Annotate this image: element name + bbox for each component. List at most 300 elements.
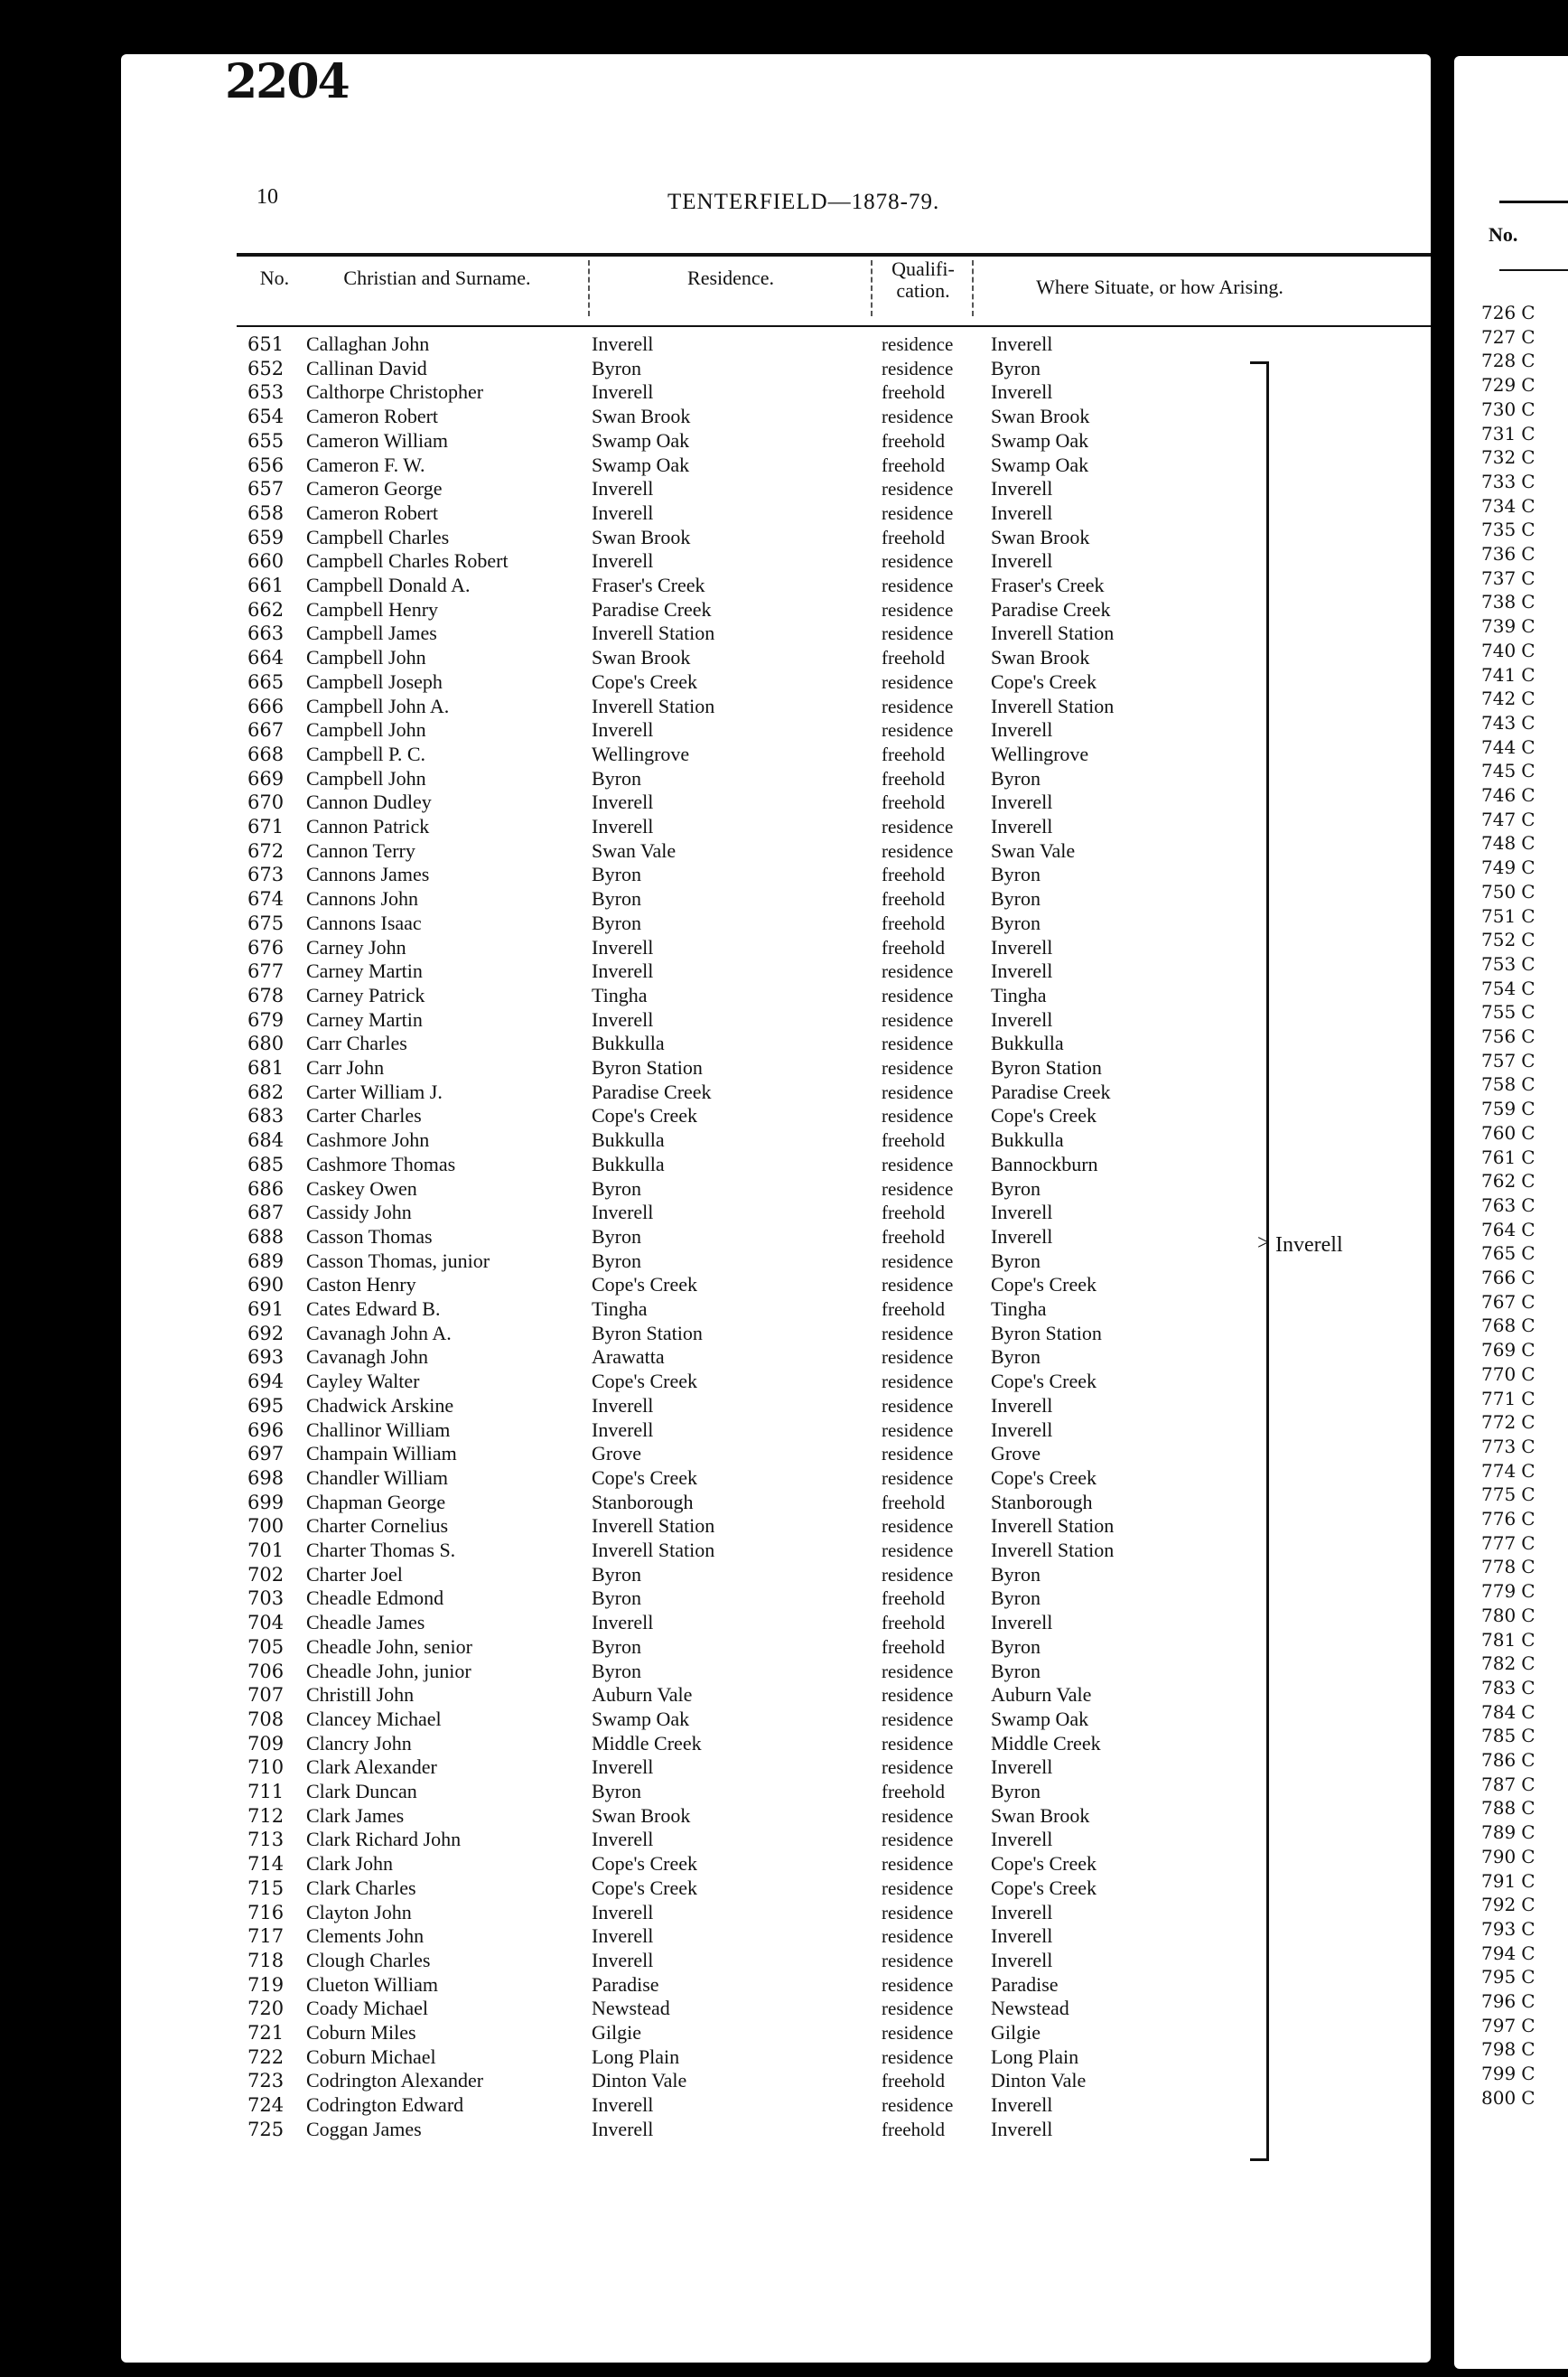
adjacent-name-fragment: C	[1521, 1459, 1535, 1482]
residence: Gilgie	[592, 2021, 641, 2044]
qualification: freehold	[882, 1202, 945, 1224]
residence: Cope's Creek	[592, 1852, 697, 1876]
residence: Swamp Oak	[592, 453, 690, 476]
adjacent-entry-number: 734	[1481, 494, 1517, 517]
voter-name: Clayton John	[306, 1900, 412, 1923]
adjacent-entry-number: 791	[1481, 1869, 1517, 1892]
residence: Arawatta	[592, 1345, 665, 1369]
entry-number: 689	[247, 1249, 285, 1272]
header-qualification: Qualifi- cation.	[891, 257, 955, 302]
adjacent-name-fragment: C	[1521, 1894, 1535, 1916]
adjacent-name-fragment: C	[1521, 856, 1535, 879]
adjacent-name-fragment: C	[1521, 1170, 1535, 1193]
entry-number: 698	[247, 1466, 285, 1489]
residence: Tingha	[592, 1297, 648, 1320]
table-row	[121, 1949, 1431, 1973]
adjacent-name-fragment: C	[1521, 1652, 1535, 1675]
voter-name: Codrington Alexander	[306, 2069, 484, 2092]
adjacent-name-fragment: C	[1521, 832, 1535, 855]
adjacent-name-fragment: C	[1521, 566, 1535, 589]
adjacent-name-fragment: C	[1521, 470, 1535, 492]
table-row	[121, 1008, 1431, 1033]
adjacent-name-fragment: C	[1521, 374, 1535, 397]
where-situate: Byron	[991, 1176, 1041, 1200]
adjacent-name-fragment: C	[1521, 1362, 1535, 1385]
voter-name: Cheadle John, senior	[306, 1634, 472, 1658]
entry-number: 666	[247, 695, 285, 717]
qualification: residence	[882, 622, 954, 645]
adjacent-name-fragment: C	[1521, 1073, 1535, 1096]
adjacent-name-fragment: C	[1521, 1580, 1535, 1603]
table-row	[121, 959, 1431, 984]
residence: Inverell	[592, 1007, 654, 1031]
entry-number: 651	[247, 333, 285, 355]
where-situate: Inverell	[991, 1201, 1053, 1224]
where-situate: Swamp Oak	[991, 453, 1089, 476]
where-situate: Byron	[991, 887, 1041, 911]
voter-name: Cannon Patrick	[306, 815, 430, 838]
residence: Bukkulla	[592, 1032, 665, 1055]
table-row	[121, 454, 1431, 478]
voter-name: Charter Joel	[306, 1562, 403, 1586]
where-situate: Byron	[991, 1586, 1041, 1610]
entry-number: 724	[247, 2094, 285, 2117]
where-situate: Dinton Vale	[991, 2069, 1087, 2092]
adjacent-row	[1481, 712, 1535, 734]
adjacent-name-fragment: C	[1521, 1049, 1535, 1072]
qualification: residence	[882, 1925, 954, 1948]
qualification: freehold	[882, 526, 945, 548]
residence: Byron Station	[592, 1056, 703, 1079]
adjacent-row	[1481, 1219, 1535, 1240]
where-situate: Grove	[991, 1442, 1041, 1465]
adjacent-row	[1481, 1073, 1535, 1095]
voter-name: Clements John	[306, 1924, 425, 1948]
voter-name: Campbell Charles	[306, 525, 450, 548]
adjacent-row	[1481, 1846, 1535, 1867]
table-row	[121, 1249, 1431, 1274]
qualification: freehold	[882, 429, 945, 452]
where-situate: Byron	[991, 1659, 1041, 1682]
residence: Inverell	[592, 935, 654, 959]
qualification: residence	[882, 1853, 954, 1876]
qualification: residence	[882, 357, 954, 379]
entry-number: 688	[247, 1225, 285, 1248]
adjacent-name-fragment: C	[1521, 398, 1535, 420]
adjacent-row	[1481, 1460, 1535, 1482]
table-row	[121, 1924, 1431, 1949]
adjacent-row	[1481, 1990, 1535, 2012]
entry-number: 697	[247, 1443, 285, 1465]
adjacent-name-fragment: C	[1521, 1604, 1535, 1626]
where-situate: Cope's Creek	[991, 1852, 1097, 1876]
residence: Inverell Station	[592, 694, 715, 717]
table-row	[121, 1804, 1431, 1829]
residence: Inverell Station	[592, 622, 715, 645]
adjacent-row	[1481, 832, 1535, 854]
where-situate: Long Plain	[991, 2045, 1079, 2068]
voter-name: Christill John	[306, 1683, 415, 1707]
bracket-label: Inverell	[1275, 1233, 1343, 1257]
adjacent-name-fragment: C	[1521, 1267, 1535, 1288]
qualification: freehold	[882, 1129, 945, 1152]
where-situate: Inverell	[991, 959, 1053, 983]
residence: Byron	[592, 766, 641, 790]
table-row	[121, 936, 1431, 960]
table-row	[121, 2021, 1431, 2045]
adjacent-row	[1481, 1242, 1535, 1264]
adjacent-name-fragment: C	[1521, 1290, 1535, 1313]
table-row	[121, 1683, 1431, 1708]
residence: Paradise	[592, 1972, 659, 1996]
where-situate: Inverell	[991, 1224, 1053, 1248]
where-situate: Byron	[991, 911, 1041, 934]
residence: Cope's Creek	[592, 1876, 697, 1899]
adjacent-name-fragment: C	[1521, 519, 1535, 541]
where-situate: Swamp Oak	[991, 428, 1089, 452]
header-separator	[972, 260, 974, 316]
residence: Inverell	[592, 2093, 654, 2117]
where-situate: Inverell	[991, 477, 1053, 501]
table-row	[121, 718, 1431, 743]
where-situate: Byron	[991, 1780, 1041, 1802]
table-row	[121, 526, 1431, 550]
entry-number: 683	[247, 1105, 285, 1128]
entry-number: 685	[247, 1153, 285, 1175]
voter-name: Caston Henry	[306, 1273, 416, 1296]
adjacent-row	[1481, 1894, 1535, 1915]
entry-number: 662	[247, 598, 285, 621]
where-situate: Inverell	[991, 1611, 1053, 1634]
table-row	[121, 1901, 1431, 1925]
qualification: freehold	[882, 791, 945, 814]
qualification: residence	[882, 719, 954, 742]
residence: Inverell	[592, 1611, 654, 1634]
voter-name: Carr John	[306, 1056, 385, 1079]
residence: Inverell	[592, 718, 654, 742]
residence: Inverell	[592, 549, 654, 573]
adjacent-entry-number: 763	[1481, 1193, 1517, 1216]
adjacent-row	[1481, 1436, 1535, 1457]
where-situate: Inverell	[991, 1948, 1053, 1971]
residence: Wellingrove	[592, 742, 690, 765]
header-top-rule	[237, 253, 1431, 257]
adjacent-name-fragment: C	[1521, 1628, 1535, 1651]
residence: Inverell	[592, 1828, 654, 1851]
qualification: freehold	[882, 2070, 945, 2092]
adjacent-name-fragment: C	[1521, 880, 1535, 903]
adjacent-row	[1481, 1339, 1535, 1361]
header-residence: Residence.	[687, 267, 774, 289]
where-situate: Stanborough	[991, 1490, 1093, 1513]
entry-number: 671	[247, 816, 285, 838]
header-where: Where Situate, or how Arising.	[1036, 276, 1283, 298]
where-situate: Cope's Creek	[991, 1104, 1097, 1128]
adjacent-entry-number: 756	[1481, 1025, 1517, 1047]
adjacent-row	[1481, 326, 1535, 348]
running-head: TENTERFIELD—1878-79.	[667, 190, 940, 214]
table-row	[121, 501, 1431, 526]
adjacent-row	[1481, 1098, 1535, 1119]
residence: Inverell	[592, 380, 654, 404]
where-situate: Cope's Creek	[991, 1876, 1097, 1899]
adjacent-row	[1481, 640, 1535, 661]
where-situate: Inverell	[991, 1755, 1053, 1779]
adjacent-row	[1481, 374, 1535, 396]
voter-name: Cashmore John	[306, 1128, 430, 1152]
qualification: residence	[882, 1949, 954, 1971]
grouping-bracket	[1250, 361, 1269, 2161]
residence: Grove	[592, 1442, 641, 1465]
adjacent-entry-number: 769	[1481, 1339, 1517, 1362]
residence: Byron	[592, 1659, 641, 1682]
table-row	[121, 1081, 1431, 1105]
entry-number: 715	[247, 1876, 285, 1899]
voter-name: Calthorpe Christopher	[306, 380, 484, 404]
residence: Tingha	[592, 983, 648, 1006]
adjacent-row	[1481, 881, 1535, 903]
table-row	[121, 1153, 1431, 1177]
qualification: freehold	[882, 1635, 945, 1658]
entry-number: 709	[247, 1732, 285, 1755]
adjacent-row	[1481, 1050, 1535, 1072]
adjacent-name-fragment: C	[1521, 663, 1535, 686]
entry-number: 710	[247, 1756, 285, 1779]
adjacent-name-fragment: C	[1521, 1531, 1535, 1554]
adjacent-entry-number: 745	[1481, 760, 1517, 782]
residence: Long Plain	[592, 2045, 680, 2068]
residence: Byron	[592, 1780, 641, 1802]
adjacent-entry-number: 736	[1481, 543, 1517, 565]
table-row	[121, 695, 1431, 719]
residence: Inverell	[592, 1924, 654, 1948]
table-row	[121, 1997, 1431, 2021]
adjacent-header-no: No.	[1489, 223, 1518, 246]
adjacent-entry-number: 783	[1481, 1676, 1517, 1699]
entry-number: 661	[247, 575, 285, 596]
adjacent-entry-number: 794	[1481, 1942, 1517, 1964]
adjacent-name-fragment: C	[1521, 735, 1535, 758]
adjacent-entry-number: 757	[1481, 1049, 1517, 1072]
where-situate: Paradise Creek	[991, 597, 1111, 621]
table-row	[121, 1394, 1431, 1418]
entry-number: 653	[247, 381, 285, 404]
adjacent-entry-number: 785	[1481, 1725, 1517, 1747]
adjacent-entry-number: 751	[1481, 904, 1517, 927]
adjacent-entry-number: 754	[1481, 977, 1517, 999]
qualification: residence	[882, 1660, 954, 1682]
adjacent-row	[1481, 350, 1535, 371]
table-row	[121, 598, 1431, 622]
adjacent-row	[1481, 615, 1535, 637]
adjacent-entry-number: 758	[1481, 1073, 1517, 1096]
entry-number: 669	[247, 767, 285, 790]
residence: Inverell	[592, 1948, 654, 1971]
where-situate: Paradise	[991, 1972, 1059, 1996]
entry-number: 684	[247, 1129, 285, 1152]
adjacent-name-fragment: C	[1521, 2038, 1535, 2061]
table-row	[121, 912, 1431, 936]
table-row	[121, 1780, 1431, 1804]
voter-name: Carter Charles	[306, 1104, 422, 1128]
adjacent-row	[1481, 929, 1535, 950]
entry-number: 725	[247, 2118, 285, 2140]
adjacent-row	[1481, 1025, 1535, 1047]
voter-name: Cameron George	[306, 477, 443, 501]
voter-name: Clark James	[306, 1803, 405, 1827]
where-situate: Inverell	[991, 332, 1053, 355]
header-no: No.	[259, 267, 290, 289]
adjacent-row	[1481, 1629, 1535, 1651]
where-situate: Fraser's Creek	[991, 574, 1105, 596]
table-row	[121, 622, 1431, 646]
entry-number: 705	[247, 1635, 285, 1658]
adjacent-row	[1481, 760, 1535, 781]
adjacent-entry-number: 741	[1481, 663, 1517, 686]
qualification: freehold	[882, 1225, 945, 1248]
adjacent-page	[1454, 56, 1568, 2369]
adjacent-name-fragment: C	[1521, 494, 1535, 517]
voter-name: Chapman George	[306, 1490, 446, 1513]
adjacent-row	[1481, 1918, 1535, 1940]
where-situate: Inverell Station	[991, 694, 1115, 717]
table-row	[121, 1177, 1431, 1202]
table-row	[121, 1491, 1431, 1515]
voter-name: Challinor William	[306, 1418, 451, 1441]
adjacent-entry-number: 773	[1481, 1435, 1517, 1457]
register-page	[121, 54, 1431, 2363]
qualification: residence	[882, 1998, 954, 2020]
qualification: residence	[882, 501, 954, 524]
adjacent-name-fragment: C	[1521, 422, 1535, 445]
adjacent-entry-number: 729	[1481, 374, 1517, 397]
adjacent-entry-number: 796	[1481, 1990, 1517, 2012]
table-row	[121, 1201, 1431, 1225]
table-row	[121, 2045, 1431, 2070]
table-row	[121, 1418, 1431, 1443]
adjacent-name-fragment: C	[1521, 1990, 1535, 2012]
adjacent-row	[1481, 1652, 1535, 1674]
residence: Middle Creek	[592, 1731, 702, 1755]
table-row	[121, 1273, 1431, 1297]
entry-number: 660	[247, 550, 285, 573]
entry-number: 700	[247, 1515, 285, 1538]
voter-name: Coburn Michael	[306, 2045, 436, 2068]
adjacent-row	[1481, 495, 1535, 517]
where-situate: Inverell	[991, 2117, 1053, 2140]
entry-number: 656	[247, 454, 285, 476]
entry-number: 701	[247, 1539, 285, 1561]
adjacent-entry-number: 727	[1481, 325, 1517, 348]
voter-name: Chandler William	[306, 1465, 448, 1489]
residence: Inverell	[592, 2117, 654, 2140]
entry-number: 690	[247, 1274, 285, 1296]
adjacent-entry-number: 767	[1481, 1290, 1517, 1313]
adjacent-entry-number: 764	[1481, 1218, 1517, 1240]
where-situate: Byron	[991, 1634, 1041, 1658]
table-row	[121, 380, 1431, 405]
voter-name: Carney John	[306, 935, 406, 959]
qualification: residence	[882, 1057, 954, 1079]
adjacent-name-fragment: C	[1521, 350, 1535, 372]
adjacent-name-fragment: C	[1521, 1556, 1535, 1578]
adjacent-row	[1481, 953, 1535, 975]
adjacent-name-fragment: C	[1521, 1193, 1535, 1216]
adjacent-name-fragment: C	[1521, 1025, 1535, 1047]
entry-number: 708	[247, 1708, 285, 1730]
adjacent-row	[1481, 1483, 1535, 1505]
table-row	[121, 646, 1431, 670]
residence: Fraser's Creek	[592, 574, 705, 596]
table-row	[121, 887, 1431, 912]
where-situate: Byron	[991, 863, 1041, 886]
adjacent-row	[1481, 543, 1535, 565]
adjacent-row	[1481, 1821, 1535, 1843]
adjacent-row	[1481, 1388, 1535, 1409]
entry-number: 664	[247, 647, 285, 669]
qualification: residence	[882, 1249, 954, 1272]
table-row	[121, 839, 1431, 864]
table-row	[121, 1586, 1431, 1611]
adjacent-entry-number: 793	[1481, 1917, 1517, 1940]
where-situate: Byron	[991, 1562, 1041, 1586]
entry-number: 702	[247, 1563, 285, 1586]
table-row	[121, 1370, 1431, 1394]
residence: Byron	[592, 1562, 641, 1586]
residence: Inverell	[592, 477, 654, 501]
table-row	[121, 477, 1431, 501]
entry-number: 703	[247, 1587, 285, 1610]
residence: Swamp Oak	[592, 1707, 690, 1730]
entry-number: 654	[247, 406, 285, 428]
table-row	[121, 1056, 1431, 1081]
adjacent-entry-number: 746	[1481, 784, 1517, 806]
voter-name: Campbell John	[306, 718, 426, 742]
voter-name: Cashmore Thomas	[306, 1152, 456, 1175]
entry-number: 691	[247, 1298, 285, 1320]
adjacent-entry-number: 768	[1481, 1315, 1517, 1337]
voter-name: Cannon Terry	[306, 838, 415, 862]
voter-name: Charter Cornelius	[306, 1514, 449, 1538]
voter-name: Cannon Dudley	[306, 791, 432, 814]
qualification: freehold	[882, 1781, 945, 1802]
adjacent-name-fragment: C	[1521, 1218, 1535, 1240]
adjacent-entry-number: 779	[1481, 1580, 1517, 1603]
entry-number: 694	[247, 1371, 285, 1393]
voter-name: Campbell Joseph	[306, 669, 443, 693]
adjacent-row	[1481, 1773, 1535, 1795]
entry-number: 716	[247, 1901, 285, 1923]
adjacent-name-fragment: C	[1521, 1869, 1535, 1892]
where-situate: Cope's Creek	[991, 669, 1097, 693]
voter-name: Carney Martin	[306, 959, 423, 983]
adjacent-row	[1481, 736, 1535, 758]
adjacent-row	[1481, 471, 1535, 492]
adjacent-row	[1481, 1942, 1535, 1964]
voter-name: Campbell Donald A.	[306, 574, 471, 596]
entry-number: 655	[247, 429, 285, 452]
entry-number: 663	[247, 622, 285, 645]
qualification: freehold	[882, 1298, 945, 1320]
voter-name: Caskey Owen	[306, 1176, 417, 1200]
qualification: freehold	[882, 936, 945, 959]
qualification: residence	[882, 1756, 954, 1779]
adjacent-row	[1481, 856, 1535, 878]
adjacent-row	[1481, 1749, 1535, 1771]
where-situate: Inverell	[991, 1900, 1053, 1923]
adjacent-entry-number: 744	[1481, 735, 1517, 758]
where-situate: Bannockburn	[991, 1152, 1098, 1175]
